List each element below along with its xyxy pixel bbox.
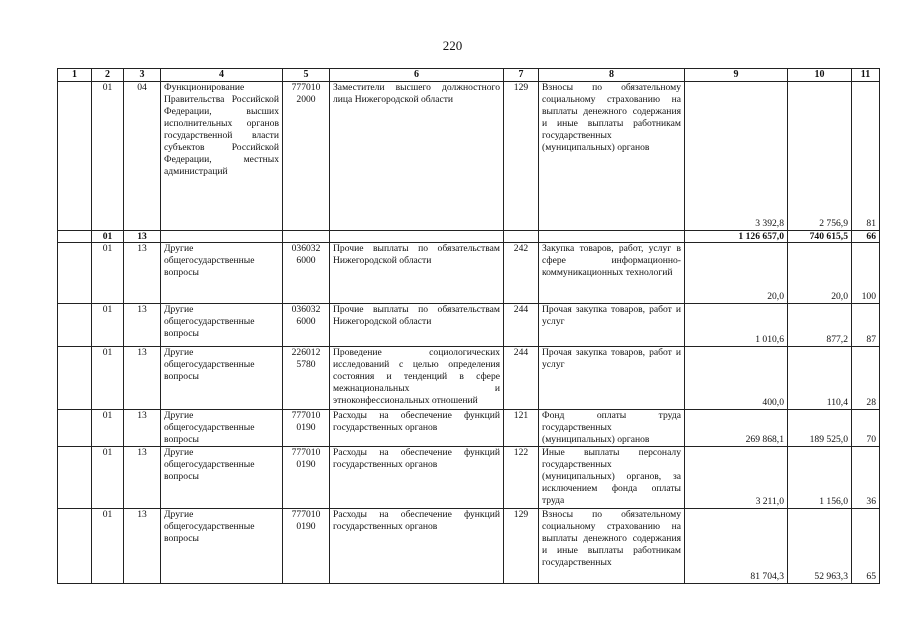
cell-subsection: 13	[124, 347, 161, 410]
table-row	[58, 509, 880, 584]
column-header: 7	[504, 69, 539, 82]
cell-planned: 400,0	[685, 347, 788, 410]
cell-target-name: Проведение социологических исследований с целью определения состояния и тенденций в сфере межнациональных и этноконфессиональных отношений	[330, 347, 504, 410]
cell-col1	[58, 243, 92, 304]
cell-executed: 1 156,0	[788, 447, 852, 509]
cell-section: 01	[92, 82, 124, 231]
cell-expense-type: 244	[504, 304, 539, 347]
cell-target-name: Расходы на обеспечение функций государственных органов	[330, 509, 504, 584]
cell-target-name	[330, 231, 504, 243]
table-row	[58, 304, 880, 347]
cell-planned: 1 126 657,0	[685, 231, 788, 243]
column-header: 10	[788, 69, 852, 82]
cell-expense-type: 129	[504, 509, 539, 584]
cell-subsection-name: Другие общегосударственные вопросы	[161, 243, 283, 304]
cell-expense-type: 129	[504, 82, 539, 231]
header-row	[58, 69, 880, 82]
column-header: 11	[852, 69, 880, 82]
cell-subsection-name: Другие общегосударственные вопросы	[161, 304, 283, 347]
column-header: 8	[539, 69, 685, 82]
cell-expense-type-name: Прочая закупка товаров, работ и услуг	[539, 304, 685, 347]
cell-percent: 87	[852, 304, 880, 347]
column-header: 9	[685, 69, 788, 82]
cell-target-code: 036032 6000	[283, 304, 330, 347]
cell-percent: 100	[852, 243, 880, 304]
cell-target-name: Прочие выплаты по обязательствам Нижегородской области	[330, 304, 504, 347]
cell-section: 01	[92, 243, 124, 304]
cell-target-code: 036032 6000	[283, 243, 330, 304]
cell-subsection-name	[161, 231, 283, 243]
subtotal-row	[58, 231, 880, 243]
cell-expense-type-name: Закупка товаров, работ, услуг в сфере информационно-коммуникационных технологий	[539, 243, 685, 304]
cell-expense-type-name: Прочая закупка товаров, работ и услуг	[539, 347, 685, 410]
column-header: 2	[92, 69, 124, 82]
cell-executed: 110,4	[788, 347, 852, 410]
cell-expense-type-name: Иные выплаты персоналу государственных (муниципальных) органов, за исключением фонда оплаты труда	[539, 447, 685, 509]
cell-subsection: 13	[124, 447, 161, 509]
cell-percent: 70	[852, 410, 880, 447]
cell-target-name: Расходы на обеспечение функций государственных органов	[330, 447, 504, 509]
cell-target-code: 226012 5780	[283, 347, 330, 410]
budget-table	[57, 68, 880, 584]
cell-executed: 2 756,9	[788, 82, 852, 231]
cell-section: 01	[92, 447, 124, 509]
column-header: 6	[330, 69, 504, 82]
cell-col1	[58, 231, 92, 243]
table-row	[58, 82, 880, 231]
table-row	[58, 243, 880, 304]
cell-executed: 740 615,5	[788, 231, 852, 243]
cell-planned: 81 704,3	[685, 509, 788, 584]
cell-col1	[58, 410, 92, 447]
cell-executed: 877,2	[788, 304, 852, 347]
cell-col1	[58, 447, 92, 509]
cell-section: 01	[92, 231, 124, 243]
cell-subsection: 13	[124, 231, 161, 243]
cell-section: 01	[92, 347, 124, 410]
cell-percent: 36	[852, 447, 880, 509]
cell-planned: 3 392,8	[685, 82, 788, 231]
cell-planned: 269 868,1	[685, 410, 788, 447]
cell-expense-type: 244	[504, 347, 539, 410]
cell-col1	[58, 304, 92, 347]
cell-subsection: 13	[124, 509, 161, 584]
cell-target-code: 777010 0190	[283, 410, 330, 447]
cell-target-code: 777010 0190	[283, 447, 330, 509]
table-row	[58, 410, 880, 447]
table-row	[58, 347, 880, 410]
cell-target-code	[283, 231, 330, 243]
cell-planned: 1 010,6	[685, 304, 788, 347]
cell-expense-type-name	[539, 231, 685, 243]
cell-target-name: Расходы на обеспечение функций государственных органов	[330, 410, 504, 447]
cell-col1	[58, 347, 92, 410]
cell-subsection-name: Функционирование Правительства Российской Федерации, высших исполнительных органов государственной власти субъектов Российской Федерации, местных администраций	[161, 82, 283, 231]
cell-percent: 65	[852, 509, 880, 584]
cell-subsection: 13	[124, 410, 161, 447]
cell-target-code: 777010 2000	[283, 82, 330, 231]
cell-section: 01	[92, 410, 124, 447]
cell-subsection: 13	[124, 243, 161, 304]
cell-col1	[58, 509, 92, 584]
cell-subsection-name: Другие общегосударственные вопросы	[161, 347, 283, 410]
cell-expense-type	[504, 231, 539, 243]
column-header: 1	[58, 69, 92, 82]
column-header: 3	[124, 69, 161, 82]
cell-planned: 20,0	[685, 243, 788, 304]
column-header: 4	[161, 69, 283, 82]
table-row	[58, 447, 880, 509]
cell-percent: 66	[852, 231, 880, 243]
cell-executed: 52 963,3	[788, 509, 852, 584]
cell-planned: 3 211,0	[685, 447, 788, 509]
cell-percent: 28	[852, 347, 880, 410]
cell-expense-type: 242	[504, 243, 539, 304]
cell-executed: 189 525,0	[788, 410, 852, 447]
cell-percent: 81	[852, 82, 880, 231]
cell-target-name: Прочие выплаты по обязательствам Нижегородской области	[330, 243, 504, 304]
cell-expense-type: 121	[504, 410, 539, 447]
cell-subsection: 13	[124, 304, 161, 347]
cell-target-name: Заместители высшего должностного лица Нижегородской области	[330, 82, 504, 231]
cell-expense-type-name: Взносы по обязательному социальному страхованию на выплаты денежного содержания и иные выплаты работникам государственных	[539, 509, 685, 584]
column-header: 5	[283, 69, 330, 82]
cell-expense-type: 122	[504, 447, 539, 509]
cell-section: 01	[92, 509, 124, 584]
cell-subsection-name: Другие общегосударственные вопросы	[161, 447, 283, 509]
cell-target-code: 777010 0190	[283, 509, 330, 584]
cell-expense-type-name: Фонд оплаты труда государственных (муниципальных) органов	[539, 410, 685, 447]
cell-expense-type-name: Взносы по обязательному социальному страхованию на выплаты денежного содержания и иные выплаты работникам государственных (муниципальных) органов	[539, 82, 685, 231]
cell-section: 01	[92, 304, 124, 347]
cell-subsection-name: Другие общегосударственные вопросы	[161, 509, 283, 584]
page-number: 220	[442, 38, 463, 53]
cell-subsection: 04	[124, 82, 161, 231]
cell-subsection-name: Другие общегосударственные вопросы	[161, 410, 283, 447]
cell-col1	[58, 82, 92, 231]
cell-executed: 20,0	[788, 243, 852, 304]
